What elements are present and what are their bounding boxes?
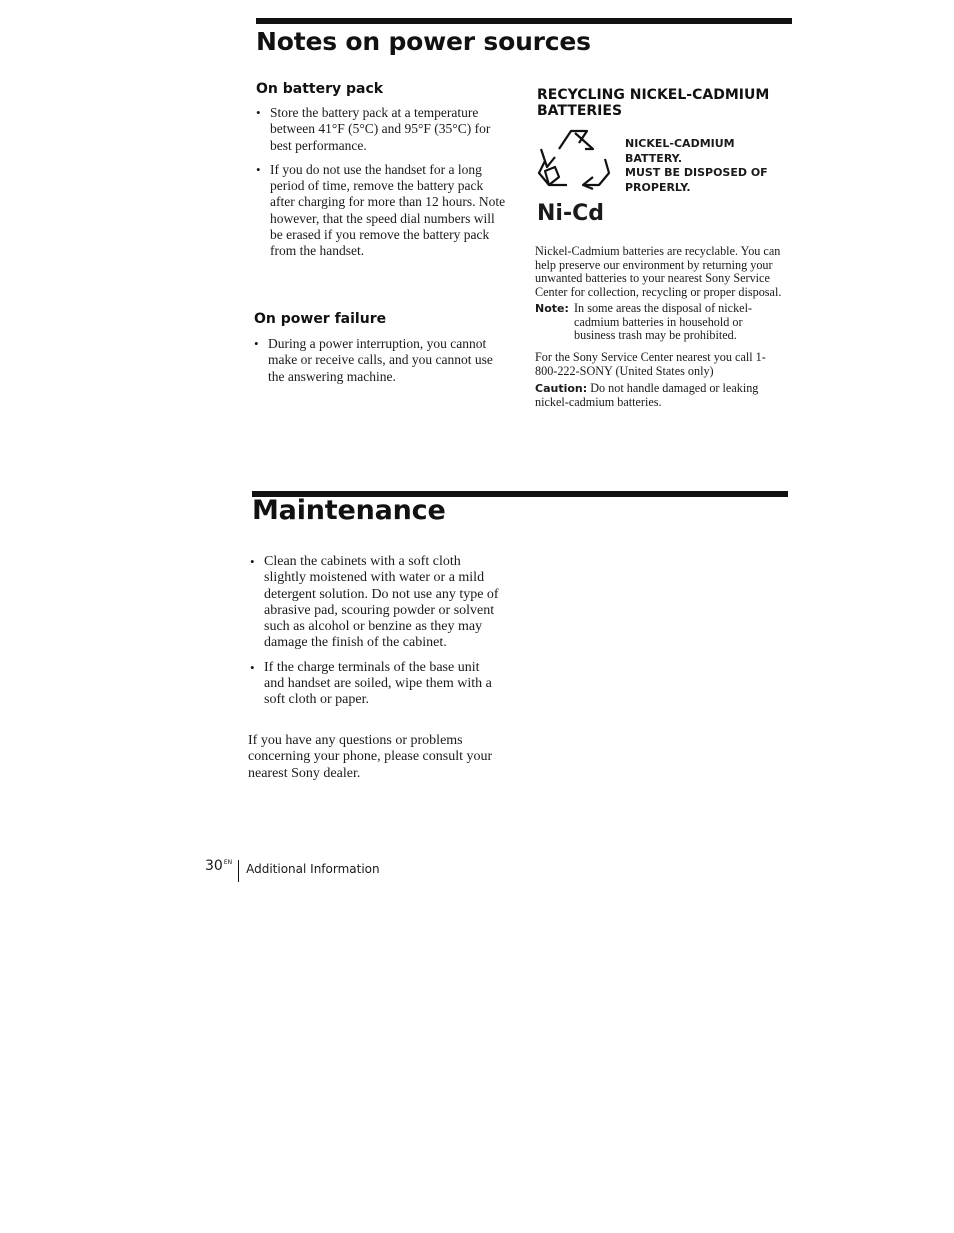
recycle-icon <box>535 127 613 191</box>
battery-label-line: MUST BE DISPOSED OF <box>625 166 768 179</box>
battery-pack-list <box>256 105 508 268</box>
battery-label-line: NICKEL-CADMIUM <box>625 137 735 150</box>
note-label: Note: <box>535 301 569 315</box>
page-footer <box>205 858 380 882</box>
battery-pack-heading: On battery pack <box>256 81 384 97</box>
note-block <box>535 302 783 343</box>
maintenance-closing: If you have any questions or problems concerning your phone, please consult your nearest Sony dealer. <box>248 733 493 781</box>
caution-label: Caution: <box>535 382 588 396</box>
list-item: • Clean the cabinets with a soft cloth slightly moistened with water or a mild detergent solution. Do not use any type of abrasive pad, scouring powder or solvent such as alcohol or benzine as they may damage the finish of the cabinet. <box>250 554 499 651</box>
recycling-paragraph: Nickel-Cadmium batteries are recyclable. You can help preserve our environment by returning your unwanted batteries to your nearest Sony Service Center for collection, recycling or proper disposal. <box>535 244 782 300</box>
recycling-heading: RECYCLING NICKEL-CADMIUM BATTERIES <box>537 87 770 119</box>
battery-label-line: PROPERLY. <box>625 180 691 194</box>
caution-body: Do not handle damaged or leaking nickel-cadmium batteries. <box>535 381 759 410</box>
list-item: • Store the battery pack at a temperature between 41°F (5°C) and 95°F (35°C) for best performance. <box>256 105 491 153</box>
list-item: • If you do not use the handset for a long period of time, remove the battery pack after charging for more than 12 hours. Note however, that the speed dial numbers will be erased if you remove the battery pack from the handset. <box>256 161 506 259</box>
list-item: • During a power interruption, you cannot make or receive calls, and you cannot use the answering machine. <box>254 336 493 384</box>
page-number: 30 <box>205 858 223 874</box>
footer-divider <box>238 860 239 882</box>
service-center-text: For the Sony Service Center nearest you call 1-800-222-SONY (United States only) <box>535 349 766 378</box>
power-failure-heading: On power failure <box>254 311 387 327</box>
list-item: • If the charge terminals of the base unit and handset are soiled, wipe them with a soft cloth or paper. <box>250 659 492 708</box>
power-failure-list <box>254 336 506 393</box>
battery-label <box>625 137 768 195</box>
recycling-text <box>535 245 783 410</box>
battery-label-line: BATTERY. <box>625 151 683 165</box>
note-text: In some areas the disposal of nickel-cadmium batteries in household or business trash may be prohibited. <box>574 300 753 343</box>
nicd-symbol: Ni-Cd <box>537 201 604 226</box>
footer-section: Additional Information <box>246 862 380 876</box>
page-number-suffix: EN <box>223 859 233 866</box>
section-rule-top <box>256 18 792 24</box>
maintenance-title: Maintenance <box>252 495 446 526</box>
caution-text <box>535 382 783 409</box>
maintenance-list <box>250 554 502 717</box>
page-title: Notes on power sources <box>256 27 591 56</box>
